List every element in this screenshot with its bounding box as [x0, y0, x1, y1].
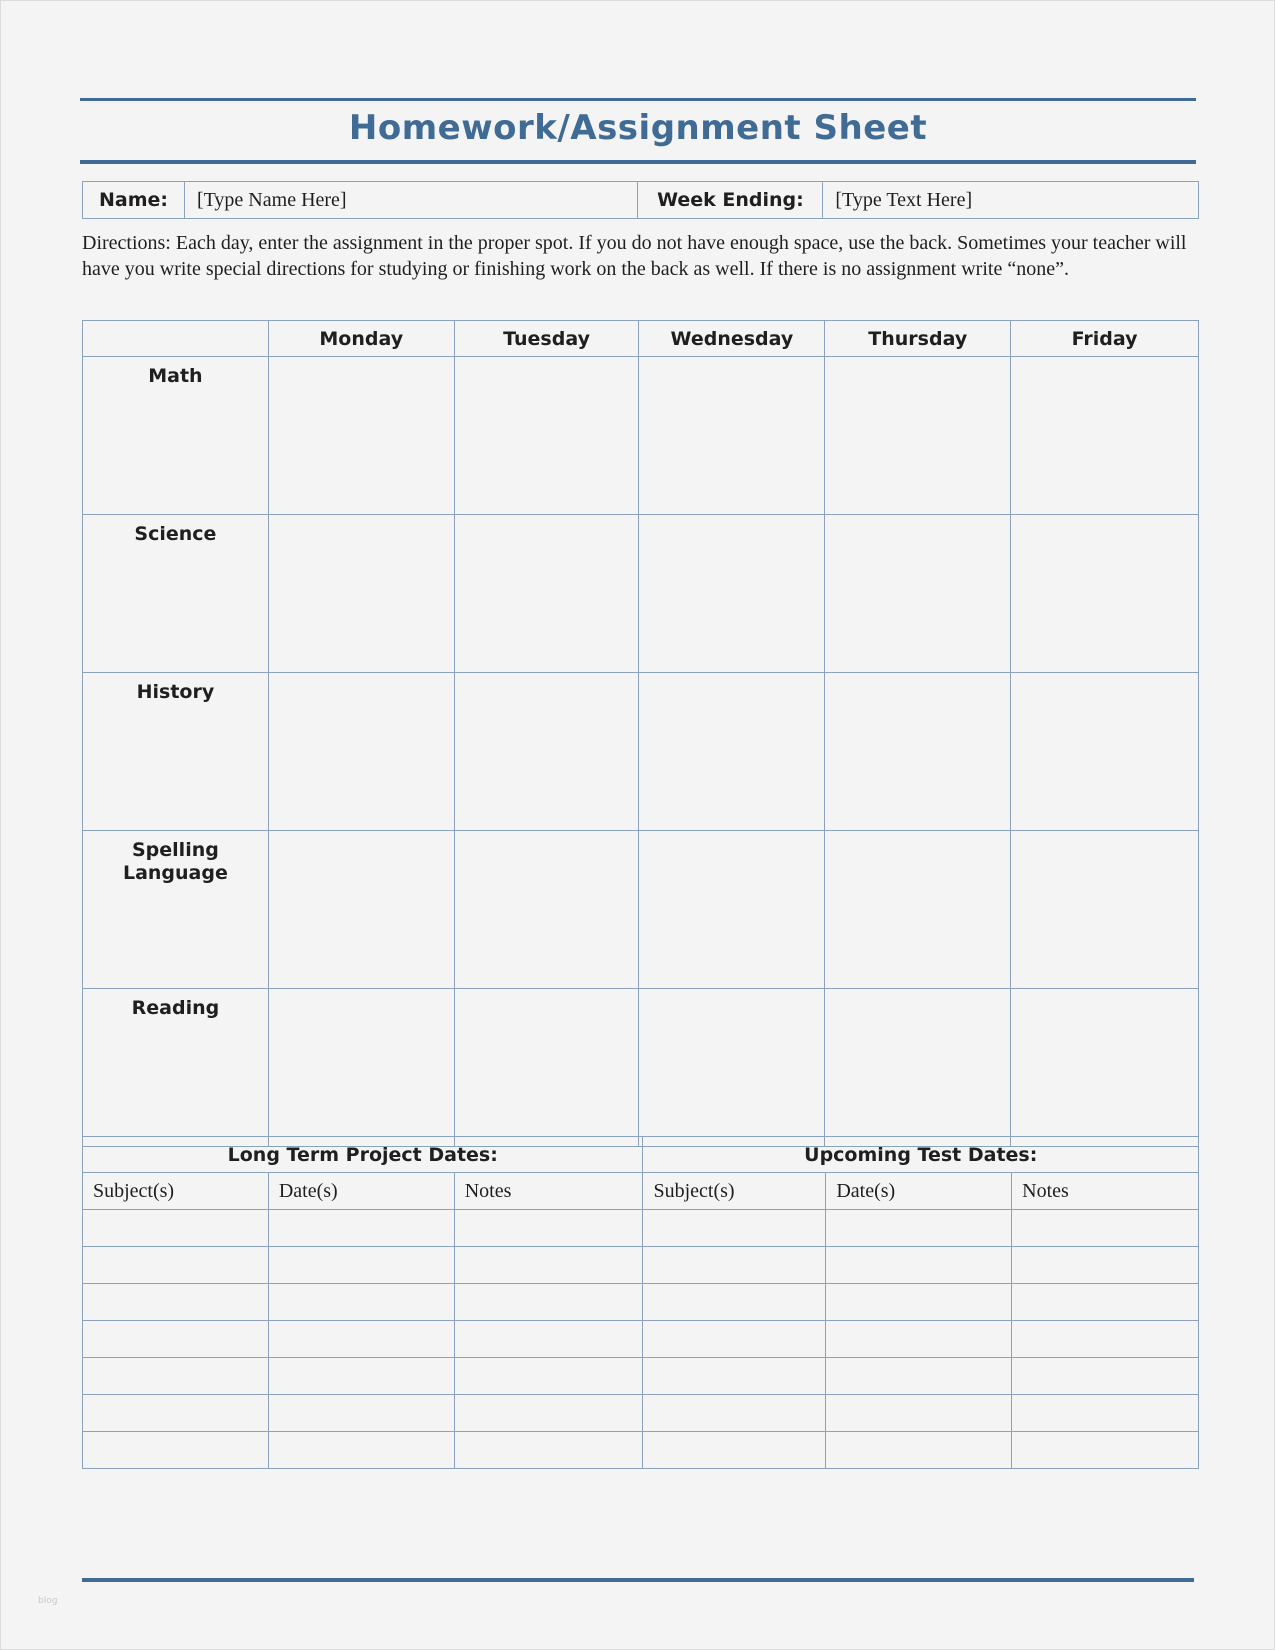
assignment-cell[interactable]	[825, 515, 1011, 673]
dates-section-header-row	[83, 1137, 1199, 1173]
directions-text: Directions: Each day, enter the assignment in the proper spot. If you do not have enough space, use the back. Sometimes your teacher will have you write special directions for studying or finishing work on the back as well. If there is no assignment write “none”.	[82, 232, 1187, 280]
dates-entry-row	[83, 1247, 1199, 1284]
dates-entry-row	[83, 1432, 1199, 1469]
project-dates-header: Date(s)	[268, 1173, 454, 1210]
dates-entry-cell[interactable]	[643, 1358, 826, 1395]
dates-entry-row	[83, 1210, 1199, 1247]
dates-entry-cell[interactable]	[1012, 1247, 1199, 1284]
assignment-cell[interactable]	[268, 673, 454, 831]
long-term-project-dates-heading: Long Term Project Dates:	[83, 1137, 643, 1173]
subject-label-spelling-language: Spelling Language	[83, 831, 269, 989]
day-header-row	[83, 321, 1199, 357]
day-header-wednesday: Wednesday	[639, 321, 825, 357]
weekly-assignment-grid	[82, 320, 1199, 1147]
dates-column-header-row	[83, 1173, 1199, 1210]
assignment-cell[interactable]	[454, 673, 639, 831]
dates-entry-row	[83, 1395, 1199, 1432]
dates-entry-cell[interactable]	[1012, 1284, 1199, 1321]
assignment-cell[interactable]	[268, 515, 454, 673]
project-subjects-header: Subject(s)	[83, 1173, 269, 1210]
dates-entry-cell[interactable]	[1012, 1210, 1199, 1247]
dates-entry-cell[interactable]	[268, 1358, 454, 1395]
week-ending-field[interactable]: [Type Text Here]	[823, 182, 1199, 219]
assignment-cell[interactable]	[454, 357, 639, 515]
dates-entry-cell[interactable]	[1012, 1432, 1199, 1469]
test-subjects-header: Subject(s)	[643, 1173, 826, 1210]
dates-entry-cell[interactable]	[83, 1210, 269, 1247]
dates-entry-cell[interactable]	[83, 1321, 269, 1358]
subject-row-history	[83, 673, 1199, 831]
assignment-cell[interactable]	[268, 357, 454, 515]
dates-entry-cell[interactable]	[454, 1358, 643, 1395]
dates-entry-cell[interactable]	[454, 1247, 643, 1284]
subject-row-spelling-language	[83, 831, 1199, 989]
dates-entry-cell[interactable]	[1012, 1358, 1199, 1395]
dates-entry-cell[interactable]	[454, 1395, 643, 1432]
subject-label-math: Math	[83, 357, 269, 515]
dates-entry-cell[interactable]	[826, 1284, 1012, 1321]
dates-entry-cell[interactable]	[454, 1284, 643, 1321]
name-label: Name:	[83, 182, 185, 219]
dates-entry-cell[interactable]	[826, 1321, 1012, 1358]
assignment-cell[interactable]	[639, 357, 825, 515]
page-title: Homework/Assignment Sheet	[348, 108, 928, 148]
dates-entry-cell[interactable]	[268, 1284, 454, 1321]
dates-entry-cell[interactable]	[83, 1247, 269, 1284]
dates-entry-cell[interactable]	[454, 1321, 643, 1358]
assignment-cell[interactable]	[454, 515, 639, 673]
upcoming-test-dates-heading: Upcoming Test Dates:	[643, 1137, 1199, 1173]
name-field[interactable]: [Type Name Here]	[184, 182, 638, 219]
assignment-cell[interactable]	[1011, 673, 1199, 831]
assignment-cell[interactable]	[454, 989, 639, 1147]
dates-entry-row	[83, 1284, 1199, 1321]
day-header-monday: Monday	[268, 321, 454, 357]
dates-entry-cell[interactable]	[83, 1432, 269, 1469]
day-header-tuesday: Tuesday	[454, 321, 639, 357]
dates-entry-cell[interactable]	[643, 1210, 826, 1247]
dates-entry-cell[interactable]	[454, 1432, 643, 1469]
dates-entry-cell[interactable]	[643, 1284, 826, 1321]
dates-entry-cell[interactable]	[1012, 1395, 1199, 1432]
title-underline	[80, 160, 1196, 164]
assignment-cell[interactable]	[639, 673, 825, 831]
subject-label-history: History	[83, 673, 269, 831]
assignment-cell[interactable]	[268, 989, 454, 1147]
top-rule	[80, 98, 1196, 101]
dates-entry-cell[interactable]	[268, 1432, 454, 1469]
subject-row-math	[83, 357, 1199, 515]
dates-entry-cell[interactable]	[83, 1395, 269, 1432]
dates-entry-cell[interactable]	[826, 1395, 1012, 1432]
dates-entry-cell[interactable]	[83, 1284, 269, 1321]
assignment-cell[interactable]	[825, 831, 1011, 989]
dates-entry-cell[interactable]	[83, 1358, 269, 1395]
dates-entry-cell[interactable]	[826, 1247, 1012, 1284]
day-header-friday: Friday	[1011, 321, 1199, 357]
dates-entry-cell[interactable]	[643, 1321, 826, 1358]
dates-entry-cell[interactable]	[268, 1210, 454, 1247]
dates-entry-cell[interactable]	[643, 1395, 826, 1432]
dates-entry-cell[interactable]	[643, 1247, 826, 1284]
project-notes-header: Notes	[454, 1173, 643, 1210]
assignment-cell[interactable]	[825, 989, 1011, 1147]
dates-entry-cell[interactable]	[268, 1321, 454, 1358]
assignment-cell[interactable]	[639, 831, 825, 989]
week-ending-label: Week Ending:	[638, 182, 823, 219]
dates-entry-row	[83, 1358, 1199, 1395]
student-info-table	[82, 181, 1199, 219]
dates-entry-cell[interactable]	[643, 1432, 826, 1469]
dates-entry-row	[83, 1321, 1199, 1358]
assignment-cell[interactable]	[639, 989, 825, 1147]
corner-cell	[83, 321, 269, 357]
assignment-cell[interactable]	[268, 831, 454, 989]
assignment-cell[interactable]	[825, 673, 1011, 831]
bottom-rule	[82, 1578, 1194, 1582]
dates-entry-cell[interactable]	[268, 1395, 454, 1432]
subject-label-reading: Reading	[83, 989, 269, 1147]
assignment-cell[interactable]	[825, 357, 1011, 515]
subject-row-science	[83, 515, 1199, 673]
day-header-thursday: Thursday	[825, 321, 1011, 357]
assignment-cell[interactable]	[1011, 989, 1199, 1147]
assignment-cell[interactable]	[639, 515, 825, 673]
dates-entry-cell[interactable]	[454, 1210, 643, 1247]
test-dates-header: Date(s)	[826, 1173, 1012, 1210]
dates-entry-cell[interactable]	[826, 1358, 1012, 1395]
subject-row-reading	[83, 989, 1199, 1147]
watermark: blog	[38, 1596, 58, 1606]
project-and-test-dates-table	[82, 1136, 1199, 1469]
dates-entry-cell[interactable]	[826, 1432, 1012, 1469]
test-notes-header: Notes	[1012, 1173, 1199, 1210]
assignment-cell[interactable]	[1011, 357, 1199, 515]
dates-entry-cell[interactable]	[268, 1247, 454, 1284]
assignment-cell[interactable]	[454, 831, 639, 989]
assignment-cell[interactable]	[1011, 831, 1199, 989]
assignment-cell[interactable]	[1011, 515, 1199, 673]
dates-entry-cell[interactable]	[826, 1210, 1012, 1247]
dates-entry-cell[interactable]	[1012, 1321, 1199, 1358]
subject-label-science: Science	[83, 515, 269, 673]
